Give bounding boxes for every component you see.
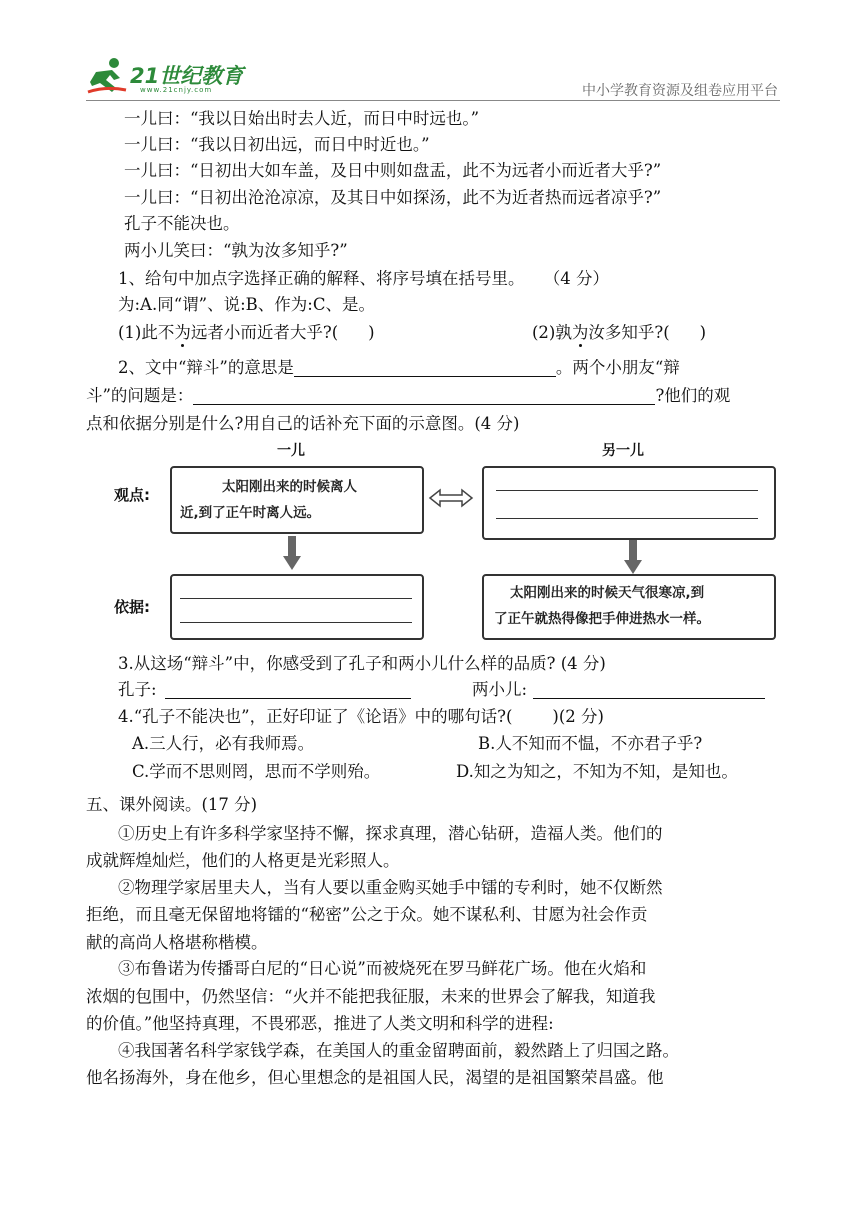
children-label: 两小儿: (472, 680, 528, 699)
viewpoint-label: 观点: (114, 486, 150, 504)
passage-line: 孔子不能决也。 (124, 214, 240, 233)
passage-line: 一儿曰：“日初出沧沧凉凉，及其日中如探汤，此不为近者热而远者凉乎?” (124, 188, 662, 207)
question-2-text: 斗”的问题是： (86, 386, 194, 405)
passage-line: 一儿曰：“我以日初出远，而日中时近也。” (124, 135, 430, 154)
passage-line: 一儿曰：“日初出大如车盖，及日中则如盘盂，此不为远者小而近者大乎?” (124, 161, 662, 180)
paragraph-line: 的价值。”他坚持真理，不畏邪恶，推进了人类文明和科学的进程: (86, 1014, 554, 1033)
question-1-item-2 (532, 321, 706, 345)
answer-blank[interactable] (165, 680, 411, 699)
question-1-options: 为:A.同“谓”、说:B、作为:C、是。 (118, 295, 375, 314)
paragraph-line: 献的高尚人格堪称楷模。 (86, 933, 268, 952)
paragraph-line: 他名扬海外，身在他乡，但心里想念的是祖国人民，渴望的是祖国繁荣昌盛。他 (86, 1068, 664, 1087)
basis-label: 依据: (114, 598, 150, 616)
paragraph-line: ④我国著名科学家钱学森，在美国人的重金留聘面前，毅然踏上了归国之路。 (118, 1041, 679, 1060)
site-logo (86, 56, 256, 100)
dotted-char: 为 (174, 323, 191, 342)
question-1-text: 1、给句中加点字选择正确的解释、将序号填在括号里。 (118, 269, 525, 288)
paragraph-line: 浓烟的包围中，仍然坚信：“火并不能把我征服，未来的世界会了解我，知道我 (86, 987, 656, 1006)
left-viewpoint-line: 太阳刚出来的时候离人 (222, 479, 357, 495)
double-arrow-icon (428, 488, 474, 508)
question-2-text: 2、文中“辩斗”的意思是 (118, 358, 294, 377)
question-2-line-2 (86, 384, 730, 408)
right-child-title: 另一儿 (602, 443, 644, 459)
answer-line (180, 622, 412, 623)
item-text: (1)此不 (118, 323, 175, 342)
option-b: B.人不知而不愠，不亦君子乎? (478, 734, 703, 753)
logo-url: www.21cnjy.com (140, 86, 213, 94)
answer-line (496, 518, 758, 519)
dotted-char: 为 (571, 323, 589, 342)
paragraph-line: ①历史上有许多科学家坚持不懈，探求真理，潜心钻研，造福人类。他们的 (118, 824, 663, 843)
right-basis-box (482, 574, 776, 640)
question-2-line-1 (118, 356, 680, 380)
question-4-stem (118, 705, 604, 729)
question-3-stem: 3.从这场“辩斗”中，你感受到了孔子和两小儿什么样的品质? (4 分) (118, 654, 606, 673)
passage-line: 两小儿笑曰：“孰为汝多知乎?” (124, 241, 348, 260)
item-text: (2)孰 (532, 323, 572, 342)
item-text: ) (699, 323, 707, 342)
confucius-label: 孔子: (118, 680, 157, 699)
arrow-down-icon (283, 536, 301, 570)
question-1-score: （4 分） (543, 269, 609, 288)
question-1-stem (118, 267, 609, 291)
item-text: 汝多知乎?( (588, 323, 670, 342)
item-text: ) (368, 323, 375, 342)
question-4-text: 4.“孔子不能决也”，正好印证了《论语》中的哪句话?( (118, 707, 513, 726)
answer-blank[interactable] (533, 680, 765, 699)
arrow-down-icon (624, 540, 642, 574)
page-header (86, 56, 780, 102)
left-viewpoint-box (170, 466, 424, 534)
question-2-text: 。两个小朋友“辩 (555, 358, 680, 377)
right-basis-line: 太阳刚出来的时候天气很寒凉,到 (510, 585, 705, 601)
logo-text: 21世纪教育 (130, 64, 244, 88)
header-divider (86, 100, 780, 101)
paragraph-line: 成就辉煌灿烂，他们的人格更是光彩照人。 (86, 851, 400, 870)
paragraph-line: ②物理学家居里夫人，当有人要以重金购买她手中镭的专利时，她不仅断然 (118, 878, 663, 897)
paragraph-line: ③布鲁诺为传播哥白尼的“日心说”而被烧死在罗马鲜花广场。他在火焰和 (118, 959, 647, 978)
option-d: D.知之为知之，不知为不知，是知也。 (456, 762, 738, 781)
paragraph-line: 拒绝，而且毫无保留地将镭的“秘密”公之于众。她不谋私利、甘愿为社会作贡 (86, 905, 648, 924)
platform-name: 中小学教育资源及组卷应用平台 (582, 83, 778, 99)
question-1-item-1 (118, 321, 375, 345)
answer-line (496, 490, 758, 491)
section-5-title: 五、课外阅读。(17 分) (86, 795, 258, 814)
item-text: 远者小而近者大乎?( (190, 323, 339, 342)
question-2-line-3: 点和依据分别是什么?用自己的话补充下面的示意图。(4 分) (86, 414, 520, 433)
right-viewpoint-box[interactable] (482, 466, 776, 540)
left-basis-box[interactable] (170, 574, 424, 640)
answer-blank[interactable] (294, 358, 556, 377)
debate-diagram (110, 440, 790, 650)
answer-line (180, 598, 412, 599)
left-child-title: 一儿 (277, 443, 305, 459)
left-viewpoint-line: 近,到了正午时离人远。 (180, 505, 321, 521)
passage-line: 一儿曰：“我以日始出时去人近，而日中时远也。” (124, 109, 480, 128)
right-basis-line: 了正午就热得像把手伸进热水一样。 (494, 611, 710, 627)
option-a: A.三人行，必有我师焉。 (132, 734, 315, 753)
question-3-answers (472, 678, 765, 702)
question-3-answers (118, 678, 411, 702)
question-2-text: ?他们的观 (655, 386, 731, 405)
question-4-text: )(2 分) (552, 707, 604, 726)
option-c: C.学而不思则罔，思而不学则殆。 (132, 762, 381, 781)
answer-blank[interactable] (193, 386, 655, 405)
runner-logo-icon (86, 56, 130, 96)
